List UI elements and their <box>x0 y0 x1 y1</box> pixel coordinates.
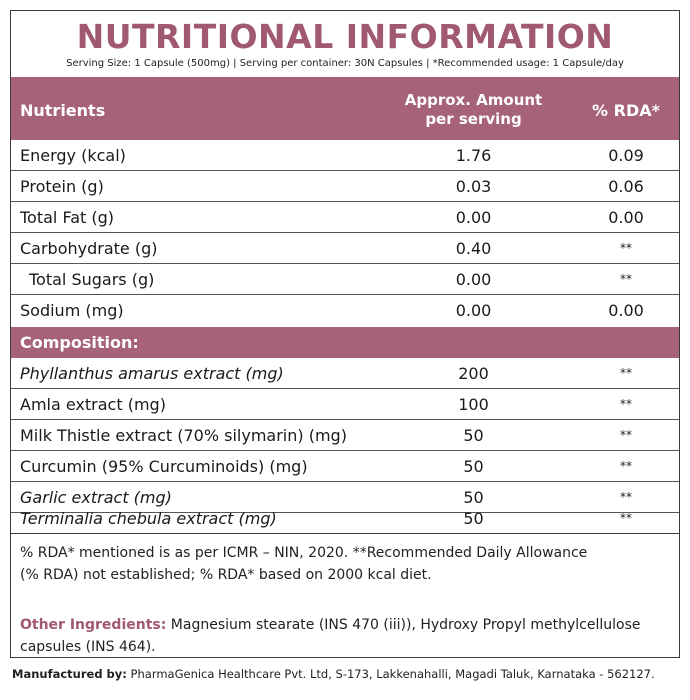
composition-label: Composition: <box>20 333 139 352</box>
ingredient-rda: ** <box>620 366 632 380</box>
ingredient-amount: 50 <box>463 426 484 445</box>
composition-header <box>11 327 679 358</box>
rda-note: % RDA* mentioned is as per ICMR – NIN, 2020. **Recommended Daily Allowance (% RDA) not established; % RDA* based on 2000 kcal diet. <box>20 545 588 583</box>
table-header <box>11 77 679 140</box>
table-row <box>11 451 679 482</box>
nutrient-amount: 0.00 <box>455 208 492 227</box>
manufacturer-text: PharmaGenica Healthcare Pvt. Ltd, S-173, Lakkenahalli, Magadi Taluk, Karnataka - 562127. <box>126 667 655 681</box>
manufacturer-info <box>12 667 655 681</box>
nutrient-rda: ** <box>620 241 632 255</box>
other-ingredients <box>20 614 670 658</box>
nutrition-panel <box>10 10 680 658</box>
table-row <box>11 202 679 233</box>
nutrient-amount: 0.40 <box>455 239 492 258</box>
ingredient-name: Phyllanthus amarus extract (mg) <box>20 364 284 383</box>
ingredient-name: Amla extract (mg) <box>20 395 166 414</box>
table-row <box>11 295 679 326</box>
header-nutrients: Nutrients <box>20 101 106 120</box>
ingredient-amount: 50 <box>463 457 484 476</box>
divider <box>11 533 679 534</box>
ingredient-rda: ** <box>620 459 632 473</box>
ingredient-rda: ** <box>620 490 632 504</box>
serving-info: Serving Size: 1 Capsule (500mg) | Serving per container: 30N Capsules | *Recommended usage: 1 Capsule/day <box>66 58 624 69</box>
ingredient-name: Terminalia chebula extract (mg) <box>20 509 277 528</box>
nutrient-rda: 0.06 <box>608 177 644 196</box>
ingredient-amount: 100 <box>458 395 489 414</box>
table-row <box>11 509 679 533</box>
panel-title: NUTRITIONAL INFORMATION <box>76 17 614 56</box>
ingredient-name: Garlic extract (mg) <box>20 488 172 507</box>
nutrient-rda: 0.09 <box>608 146 644 165</box>
nutrient-name: Protein (g) <box>20 177 104 196</box>
manufacturer-label: Manufactured by: <box>12 667 127 681</box>
table-row <box>11 171 679 202</box>
nutrient-rda: 0.00 <box>608 301 644 320</box>
nutrient-amount: 0.00 <box>455 301 492 320</box>
ingredient-amount: 200 <box>458 364 489 383</box>
ingredient-rda: ** <box>620 511 632 525</box>
table-row <box>11 264 679 295</box>
table-row <box>11 420 679 451</box>
table-row <box>11 389 679 420</box>
nutrient-name: Energy (kcal) <box>20 146 126 165</box>
ingredient-name: Curcumin (95% Curcuminoids) (mg) <box>20 457 308 476</box>
ingredient-rda: ** <box>620 428 632 442</box>
other-ingredients-label: Other Ingredients: <box>20 617 167 633</box>
other-ingredients-text: Magnesium stearate (INS 470 (iii)), Hydroxy Propyl methylcellulose capsules (INS 464). <box>20 617 641 655</box>
table-row <box>11 233 679 264</box>
ingredient-amount: 50 <box>463 488 484 507</box>
ingredient-rda: ** <box>620 397 632 411</box>
header-rda: % RDA* <box>592 101 660 120</box>
nutrient-rda: 0.00 <box>608 208 644 227</box>
nutrient-amount: 0.03 <box>455 177 492 196</box>
nutrient-name: Sodium (mg) <box>20 301 124 320</box>
table-row <box>11 140 679 171</box>
nutrient-amount: 1.76 <box>455 146 492 165</box>
nutrient-amount: 0.00 <box>455 270 492 289</box>
nutrient-name: Total Sugars (g) <box>29 270 155 289</box>
nutrient-name: Carbohydrate (g) <box>20 239 158 258</box>
nutrient-name: Total Fat (g) <box>20 208 114 227</box>
nutrient-rda: ** <box>620 272 632 286</box>
ingredient-amount: 50 <box>463 509 484 528</box>
table-row <box>11 358 679 389</box>
header-amount: Approx. Amount per serving <box>404 91 543 128</box>
ingredient-name: Milk Thistle extract (70% silymarin) (mg) <box>20 426 347 445</box>
